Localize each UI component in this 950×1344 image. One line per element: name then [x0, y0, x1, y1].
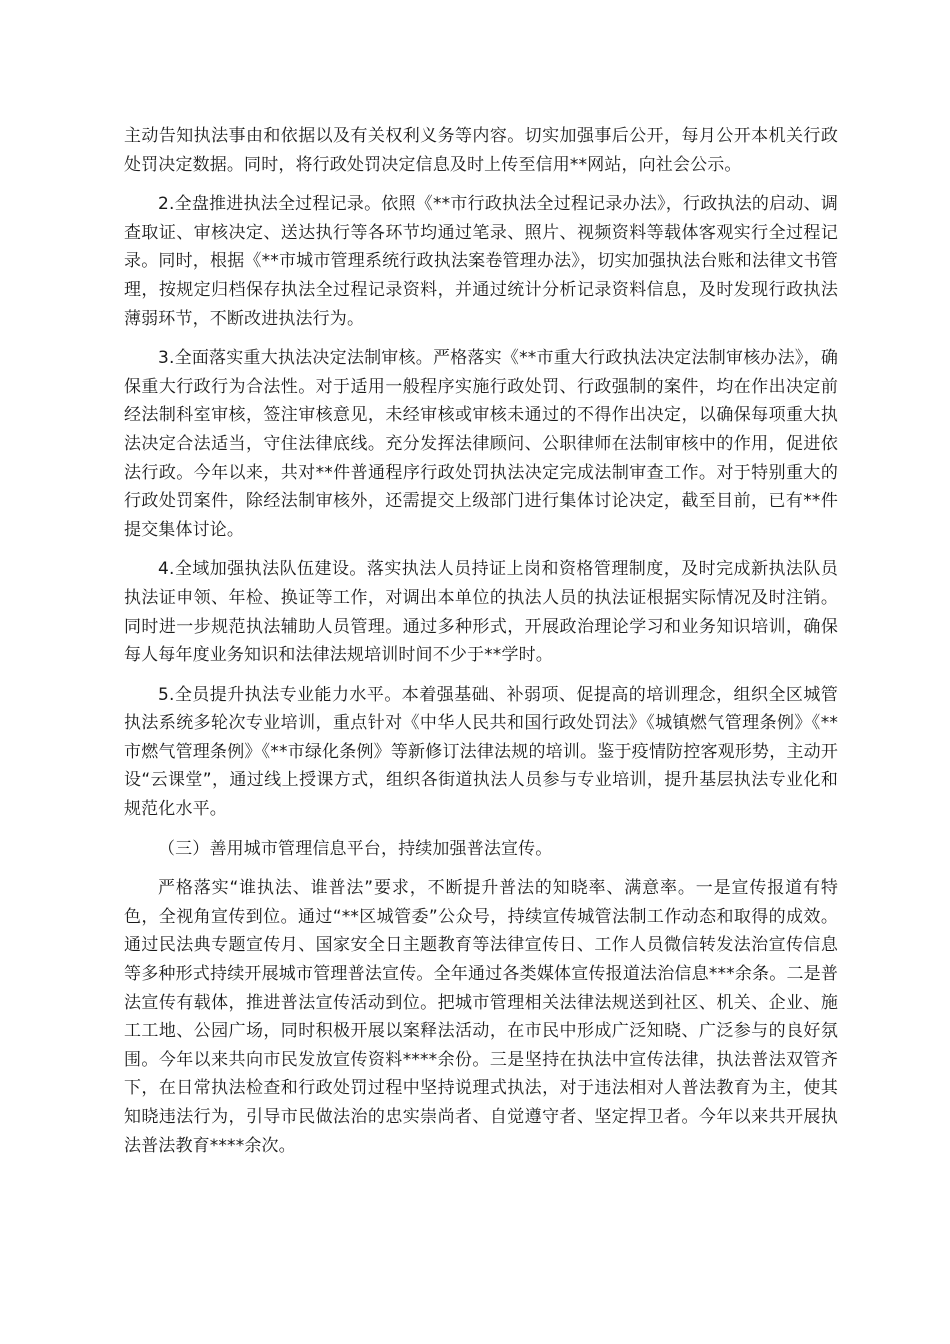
- paragraph-public-disclosure: 主动告知执法事由和依据以及有关权利义务等内容。切实加强事后公开，每月公开本机关行政处罚决定数据。同时，将行政处罚决定信息及时上传至信用**网站，向社会公示。: [124, 126, 838, 175]
- section-heading: （三）善用城市管理信息平台，持续加强普法宣传。: [158, 838, 553, 859]
- paragraph-professional-training: 5.全员提升执法专业能力水平。本着强基础、补弱项、促提高的培训理念，组织全区城管执法系统多轮次专业培训，重点针对《中华人民共和国行政处罚法》《城镇燃气管理条例》《**市燃气管理条例》《**市绿化条例》等新修订法律法规的培训。鉴于疫情防控客观形势，主动开设“云课堂”，通过线上授课方式，组织各街道执法人员参与专业培训，提升基层执法专业化和规范化水平。: [124, 684, 838, 820]
- paragraph-legal-publicity: 严格落实“谁执法、谁普法”要求，不断提升普法的知晓率、满意率。一是宣传报道有特色，全视角宣传到位。通过“**区城管委”公众号，持续宣传城管法制工作动态和取得的成效。通过民法典专题宣传月、国家安全日主题教育等法律宣传日、工作人员微信转发法治宣传信息等多种形式持续开展城市管理普法宣传。全年通过各类媒体宣传报道法治信息***余条。二是普法宣传有载体，推进普法宣传活动到位。把城市管理相关法律法规送到社区、机关、企业、施工工地、公园广场，同时积极开展以案释法活动，在市民中形成广泛知晓、广泛参与的良好氛围。今年以来共向市民发放宣传资料****余份。三是坚持在执法中宣传法律，执法普法双管齐下，在日常执法检查和行政处罚过程中坚持说理式执法，对于违法相对人普法教育为主，使其知晓违法行为，引导市民做法治的忠实崇尚者、自觉遵守者、坚定捍卫者。今年以来共开展执法普法教育****余次。: [124, 878, 838, 1156]
- paragraph-full-process-record: 2.全盘推进执法全过程记录。依照《**市行政执法全过程记录办法》，行政执法的启动、调查取证、审核决定、送达执行等各环节均通过笔录、照片、视频资料等载体客观实行全过程记录。同时，根据《**市城市管理系统行政执法案卷管理办法》，切实加强执法台账和法律文书管理，按规定归档保存执法全过程记录资料，并通过统计分析记录资料信息，及时发现行政执法薄弱环节，不断改进执法行为。: [124, 194, 838, 329]
- paragraph-team-building: 4.全域加强执法队伍建设。落实执法人员持证上岗和资格管理制度，及时完成新执法队员执法证申领、年检、换证等工作，对调出本单位的执法人员的执法证根据实际情况及时注销。同时进一步规范执法辅助人员管理。通过多种形式，开展政治理论学习和业务知识培训，确保每人每年度业务知识和法律法规培训时间不少于**学时。: [124, 559, 838, 666]
- document-page: [124, 122, 838, 1171]
- paragraph-legal-review: 3.全面落实重大执法决定法制审核。严格落实《**市重大行政执法决定法制审核办法》，确保重大行政行为合法性。对于适用一般程序实施行政处罚、行政强制的案件，均在作出决定前经法制科室审核，签注审核意见，未经审核或审核未通过的不得作出决定，以确保每项重大执法决定合法适当，守住法律底线。充分发挥法律顾问、公职律师在法制审核中的作用，促进依法行政。今年以来，共对**件普通程序行政处罚执法决定完成法制审查工作。对于特别重大的行政处罚案件，除经法制审核外，还需提交上级部门进行集体讨论决定，截至目前，已有**件提交集体讨论。: [124, 348, 838, 540]
